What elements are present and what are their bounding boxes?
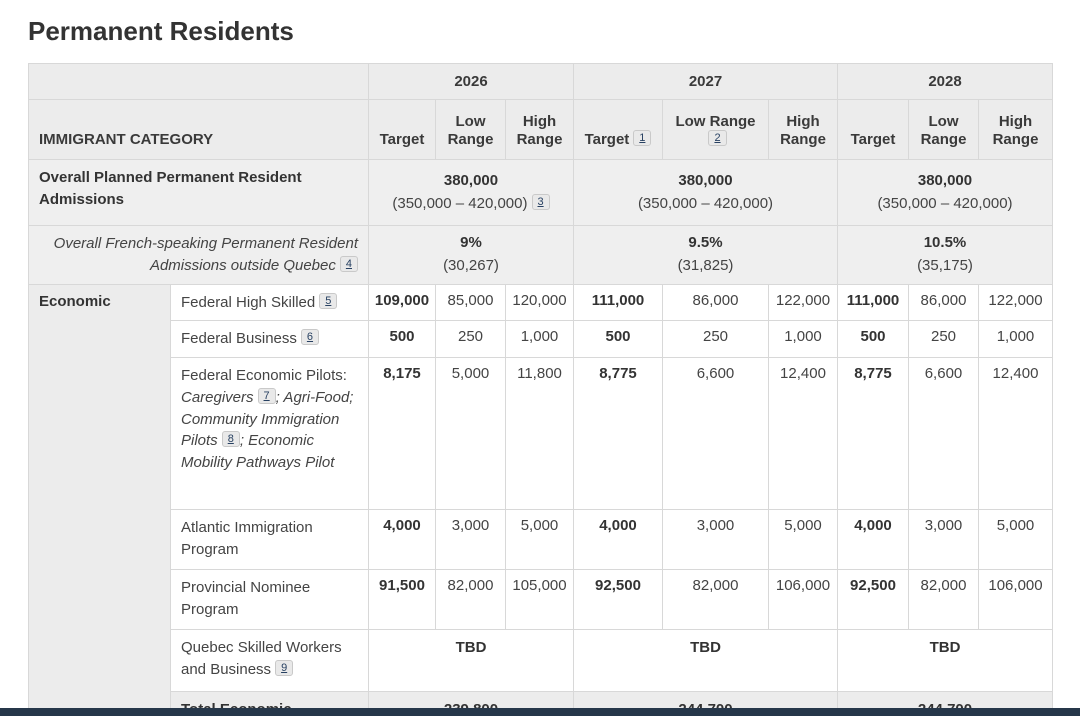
target-cell-2027: 8,775	[574, 358, 663, 510]
table-row	[29, 284, 1053, 321]
high-range-cell-2028: 106,000	[979, 570, 1053, 630]
merged-value-cell-2026	[369, 160, 574, 226]
target-header-2027: Target 1	[574, 100, 663, 160]
row-label	[29, 160, 369, 226]
table-row	[29, 630, 1053, 692]
low-range-cell-2027: 6,600	[663, 358, 769, 510]
row-label	[171, 284, 369, 321]
immigration-levels-table	[28, 63, 1053, 716]
row-label-text: Quebec Skilled Workers and Business	[181, 639, 342, 678]
low-range-header-2026: Low Range	[436, 100, 506, 160]
year-header-2027: 2027	[574, 64, 838, 100]
target-cell-2027: 500	[574, 321, 663, 358]
table-header	[29, 64, 1053, 160]
low-range-cell-2028: 82,000	[909, 570, 979, 630]
page-title: Permanent Residents	[28, 16, 294, 46]
target-cell-2026: 109,000	[369, 284, 436, 321]
merged-value-cell-2028	[838, 160, 1053, 226]
low-range-cell-2028: 6,600	[909, 358, 979, 510]
row-label	[171, 570, 369, 630]
row-label-text: Overall Planned Permanent Resident Admissions	[39, 169, 302, 208]
row-label-text: Atlantic Immigration Program	[181, 519, 313, 558]
target-cell-2028: 111,000	[838, 284, 909, 321]
low-range-cell-2026: 5,000	[436, 358, 506, 510]
target-cell-2027: 111,000	[574, 284, 663, 321]
low-range-cell-2028: 250	[909, 321, 979, 358]
high-range-cell-2027: 122,000	[769, 284, 838, 321]
merged-value-cell-2027	[574, 160, 838, 226]
footnote-link-6[interactable]: 6	[301, 329, 319, 345]
footnote-link-1[interactable]: 1	[633, 130, 651, 146]
value-line: 9%	[460, 234, 482, 252]
footnote-link-9[interactable]: 9	[275, 660, 293, 676]
range-line: (350,000 – 420,000)	[877, 194, 1013, 212]
low-range-header-2027: Low Range2	[663, 100, 769, 160]
immigrant-category-header: IMMIGRANT CATEGORY	[29, 100, 369, 160]
target-cell-2026: 500	[369, 321, 436, 358]
range-line: (350,000 – 420,000)	[637, 194, 774, 212]
row-label	[29, 226, 369, 285]
high-range-header-2028: High Range	[979, 100, 1053, 160]
row-label	[171, 358, 369, 510]
high-range-cell-2028: 5,000	[979, 510, 1053, 570]
row-label-text: Federal High Skilled	[181, 293, 316, 311]
low-range-cell-2027: 3,000	[663, 510, 769, 570]
table-row	[29, 510, 1053, 570]
target-cell-2027: 4,000	[574, 510, 663, 570]
low-range-header-2028: Low Range	[909, 100, 979, 160]
target-cell-2027: 92,500	[574, 570, 663, 630]
table-row	[29, 321, 1053, 358]
year-header-row	[29, 64, 1053, 100]
bottom-accent-bar	[0, 708, 1080, 716]
value-line: 380,000	[443, 172, 499, 189]
merged-value-cell-2028: TBD	[838, 630, 1053, 692]
high-range-cell-2028: 122,000	[979, 284, 1053, 321]
target-cell-2028: 4,000	[838, 510, 909, 570]
low-range-cell-2028: 86,000	[909, 284, 979, 321]
target-cell-2028: 500	[838, 321, 909, 358]
table-row	[29, 160, 1053, 226]
row-label-text: Federal Economic Pilots:	[181, 367, 347, 384]
footnote-link-3[interactable]: 3	[532, 194, 550, 210]
blank-header-cell	[29, 64, 369, 100]
value-line: 10.5%	[923, 234, 967, 252]
table-row	[29, 358, 1053, 510]
value-line: 380,000	[678, 172, 733, 189]
low-range-cell-2027: 82,000	[663, 570, 769, 630]
table-body	[29, 160, 1053, 716]
row-label	[171, 630, 369, 692]
low-range-cell-2026: 82,000	[436, 570, 506, 630]
target-cell-2026: 91,500	[369, 570, 436, 630]
high-range-cell-2026: 1,000	[506, 321, 574, 358]
low-range-cell-2027: 86,000	[663, 284, 769, 321]
target-header-2026: Target	[369, 100, 436, 160]
value-line: 9.5%	[688, 234, 723, 252]
row-label-text: Overall French-speaking Permanent Resident Admissions outside Quebec	[53, 235, 358, 274]
target-header-2028: Target	[838, 100, 909, 160]
high-range-cell-2027: 106,000	[769, 570, 838, 630]
merged-value-cell-2027: TBD	[574, 630, 838, 692]
row-label-text: ; Agri-Food; Community Immigration Pilots	[181, 388, 354, 450]
high-range-cell-2028: 1,000	[979, 321, 1053, 358]
target-cell-2026: 8,175	[369, 358, 436, 510]
year-header-2026: 2026	[369, 64, 574, 100]
high-range-cell-2027: 12,400	[769, 358, 838, 510]
high-range-cell-2027: 1,000	[769, 321, 838, 358]
high-range-cell-2026: 105,000	[506, 570, 574, 630]
high-range-cell-2028: 12,400	[979, 358, 1053, 510]
row-label-text: Federal Business	[181, 330, 297, 348]
high-range-header-2026: High Range	[506, 100, 574, 160]
table-row	[29, 226, 1053, 285]
low-range-cell-2027: 250	[663, 321, 769, 358]
row-label	[171, 510, 369, 570]
footnote-link-8[interactable]: 8	[222, 431, 240, 447]
footnote-link-4[interactable]: 4	[340, 256, 358, 272]
merged-value-cell-2028	[838, 226, 1053, 285]
column-header-row	[29, 100, 1053, 160]
merged-value-cell-2026: TBD	[369, 630, 574, 692]
table-row	[29, 570, 1053, 630]
row-label-text: Provincial Nominee Program	[181, 579, 311, 618]
footnote-link-5[interactable]: 5	[319, 293, 337, 309]
range-line: (35,175)	[917, 256, 973, 274]
target-cell-2028: 8,775	[838, 358, 909, 510]
range-line: (31,825)	[677, 256, 734, 274]
high-range-cell-2026: 120,000	[506, 284, 574, 321]
range-line: (30,267)	[443, 256, 499, 274]
low-range-cell-2026: 250	[436, 321, 506, 358]
value-line: 380,000	[917, 172, 973, 189]
footnote-link-7[interactable]: 7	[258, 388, 276, 404]
high-range-cell-2027: 5,000	[769, 510, 838, 570]
high-range-cell-2026: 5,000	[506, 510, 574, 570]
row-label-text: Caregivers	[181, 388, 254, 406]
low-range-cell-2028: 3,000	[909, 510, 979, 570]
year-header-2028: 2028	[838, 64, 1053, 100]
footnote-link-2[interactable]: 2	[708, 130, 726, 146]
high-range-header-2027: High Range	[769, 100, 838, 160]
low-range-cell-2026: 3,000	[436, 510, 506, 570]
merged-value-cell-2026	[369, 226, 574, 285]
target-cell-2026: 4,000	[369, 510, 436, 570]
row-label	[171, 321, 369, 358]
target-cell-2028: 92,500	[838, 570, 909, 630]
section-cell-economic: Economic	[29, 284, 171, 716]
row-label-text: ; Economic Mobility Pathways Pilot	[181, 432, 335, 471]
range-line: (350,000 – 420,000) 3	[373, 193, 569, 216]
merged-value-cell-2027	[574, 226, 838, 285]
low-range-cell-2026: 85,000	[436, 284, 506, 321]
high-range-cell-2026: 11,800	[506, 358, 574, 510]
